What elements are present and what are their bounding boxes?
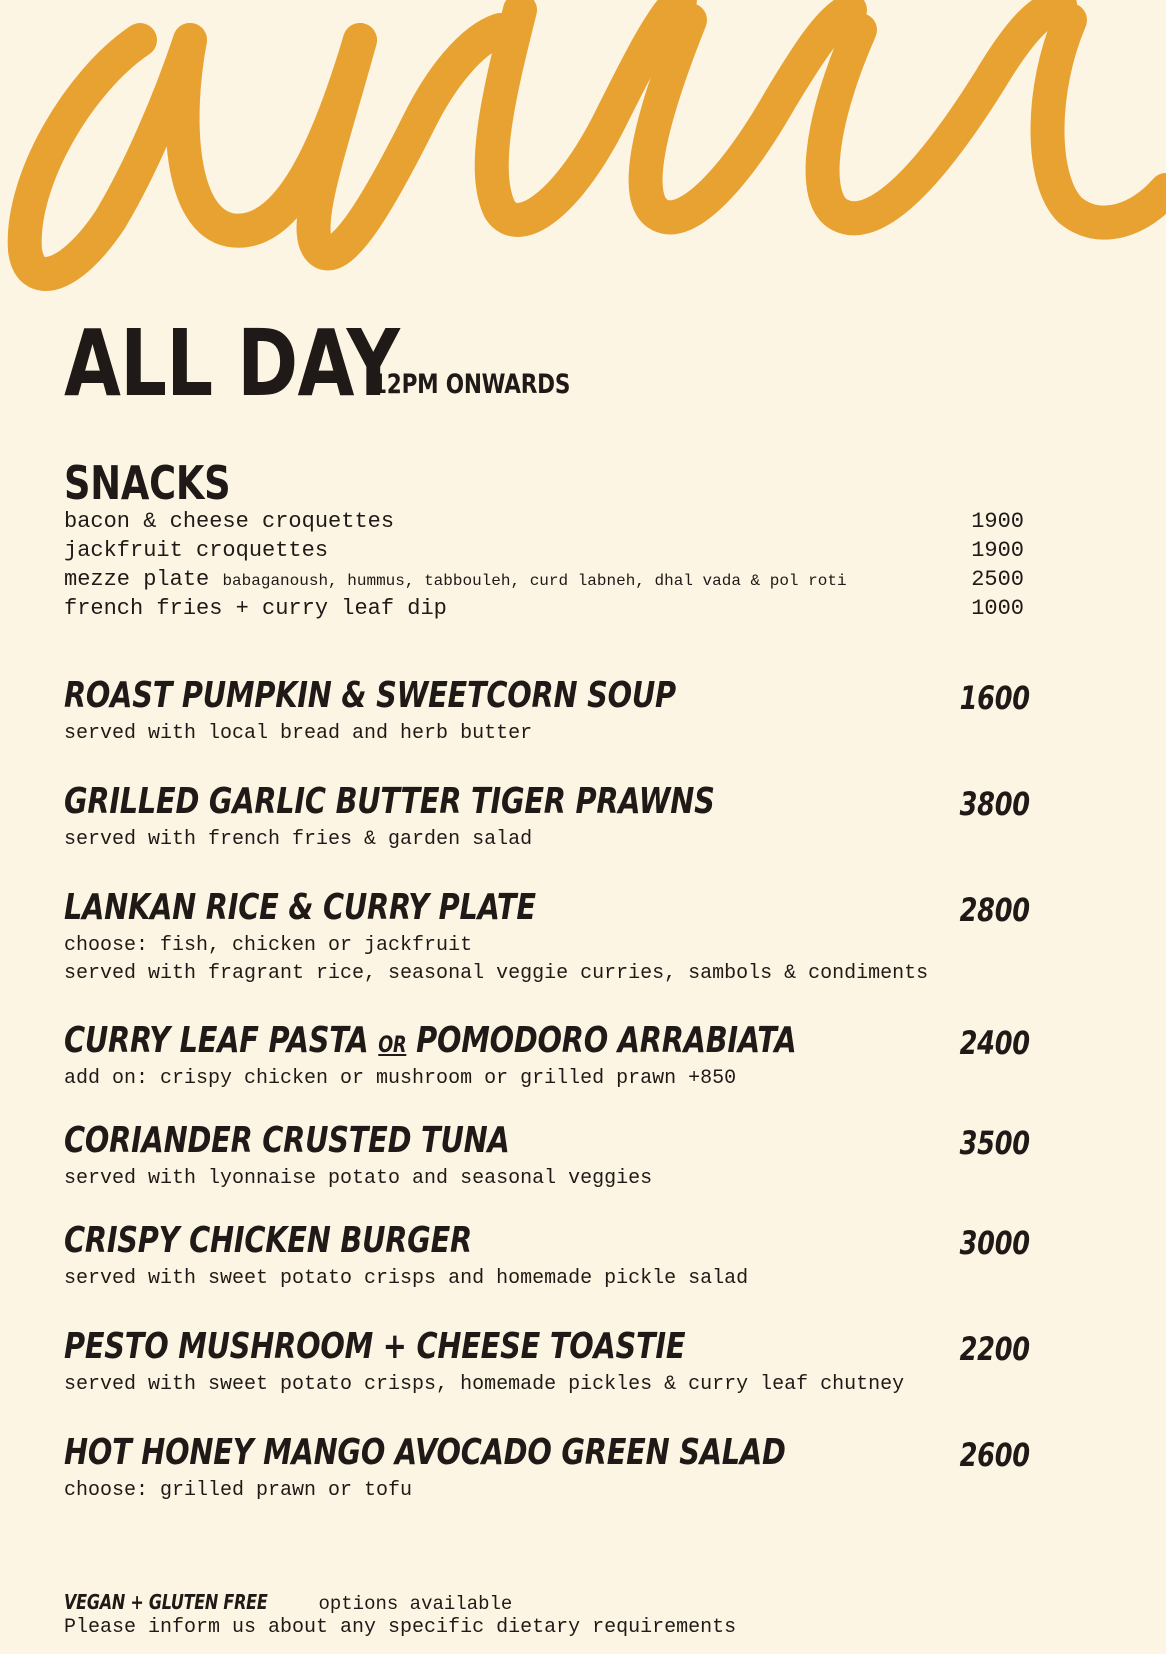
dish-name-part: POMODORO ARRABIATA: [416, 1020, 797, 1061]
dish-price: 2400: [959, 1024, 1030, 1062]
snack-name: bacon & cheese croquettes: [64, 509, 395, 534]
dietary-options-note: [64, 1590, 512, 1616]
snack-item: [64, 537, 1024, 565]
dish-price: 2800: [959, 891, 1030, 929]
dish-description: choose: fish, chicken or jackfruit: [64, 934, 473, 957]
dish-name: CORIANDER CRUSTED TUNA: [64, 1120, 510, 1161]
dish-name: HOT HONEY MANGO AVOCADO GREEN SALAD: [64, 1432, 786, 1473]
snack-name: [64, 566, 847, 595]
snack-price: 1900: [971, 538, 1024, 563]
dish-name: [64, 1021, 796, 1066]
dish-name: LANKAN RICE & CURRY PLATE: [64, 887, 536, 928]
dish-description: served with french fries & garden salad: [64, 828, 533, 851]
snack-price: 1000: [971, 596, 1024, 621]
dish-price: 3500: [959, 1124, 1030, 1162]
dish-description: served with sweet potato crisps, homemade pickles & curry leaf chutney: [64, 1373, 905, 1396]
snack-item: [64, 508, 1024, 536]
snack-name-text: mezze plate: [64, 567, 210, 592]
brush-script-decoration: [0, 0, 1166, 320]
dish-description: add on: crispy chicken or mushroom or grilled prawn +850: [64, 1067, 737, 1090]
snack-item: [64, 566, 1024, 594]
snack-item: [64, 595, 1024, 623]
dish-name: CRISPY CHICKEN BURGER: [64, 1220, 472, 1261]
page-subtitle: 12PM ONWARDS: [372, 369, 571, 400]
dish-description: served with sweet potato crisps and homemade pickle salad: [64, 1267, 749, 1290]
dietary-requirements-note: Please inform us about any specific dietary requirements: [64, 1616, 737, 1639]
snack-price: 2500: [971, 567, 1024, 592]
snack-name: french fries + curry leaf dip: [64, 596, 447, 621]
section-heading-snacks: SNACKS: [64, 456, 231, 510]
dish-price: 3000: [959, 1224, 1030, 1262]
dish-name: ROAST PUMPKIN & SWEETCORN SOUP: [64, 675, 676, 716]
snack-name: jackfruit croquettes: [64, 538, 329, 563]
page-title: ALL DAY: [64, 310, 400, 417]
dish-description: served with fragrant rice, seasonal veggie curries, sambols & condiments: [64, 962, 929, 985]
snack-extra: babaganoush, hummus, tabbouleh, curd labneh, dhal vada & pol roti: [222, 572, 847, 590]
dietary-tag-rest: options available: [318, 1593, 513, 1615]
dietary-tag: VEGAN + GLUTEN FREE: [64, 1590, 268, 1614]
dish-price: 2600: [959, 1436, 1030, 1474]
dish-name-part: CURRY LEAF PASTA: [64, 1020, 369, 1061]
dish-description: served with local bread and herb butter: [64, 722, 533, 745]
dish-description: choose: grilled prawn or tofu: [64, 1479, 413, 1502]
dish-description: served with lyonnaise potato and seasonal veggies: [64, 1167, 653, 1190]
dish-name: PESTO MUSHROOM + CHEESE TOASTIE: [64, 1326, 686, 1367]
dish-price: 3800: [959, 785, 1030, 823]
dish-name: GRILLED GARLIC BUTTER TIGER PRAWNS: [64, 781, 715, 822]
dish-price: 2200: [959, 1330, 1030, 1368]
snack-price: 1900: [971, 509, 1024, 534]
dish-name-or: OR: [378, 1033, 407, 1058]
dish-price: 1600: [959, 679, 1030, 717]
